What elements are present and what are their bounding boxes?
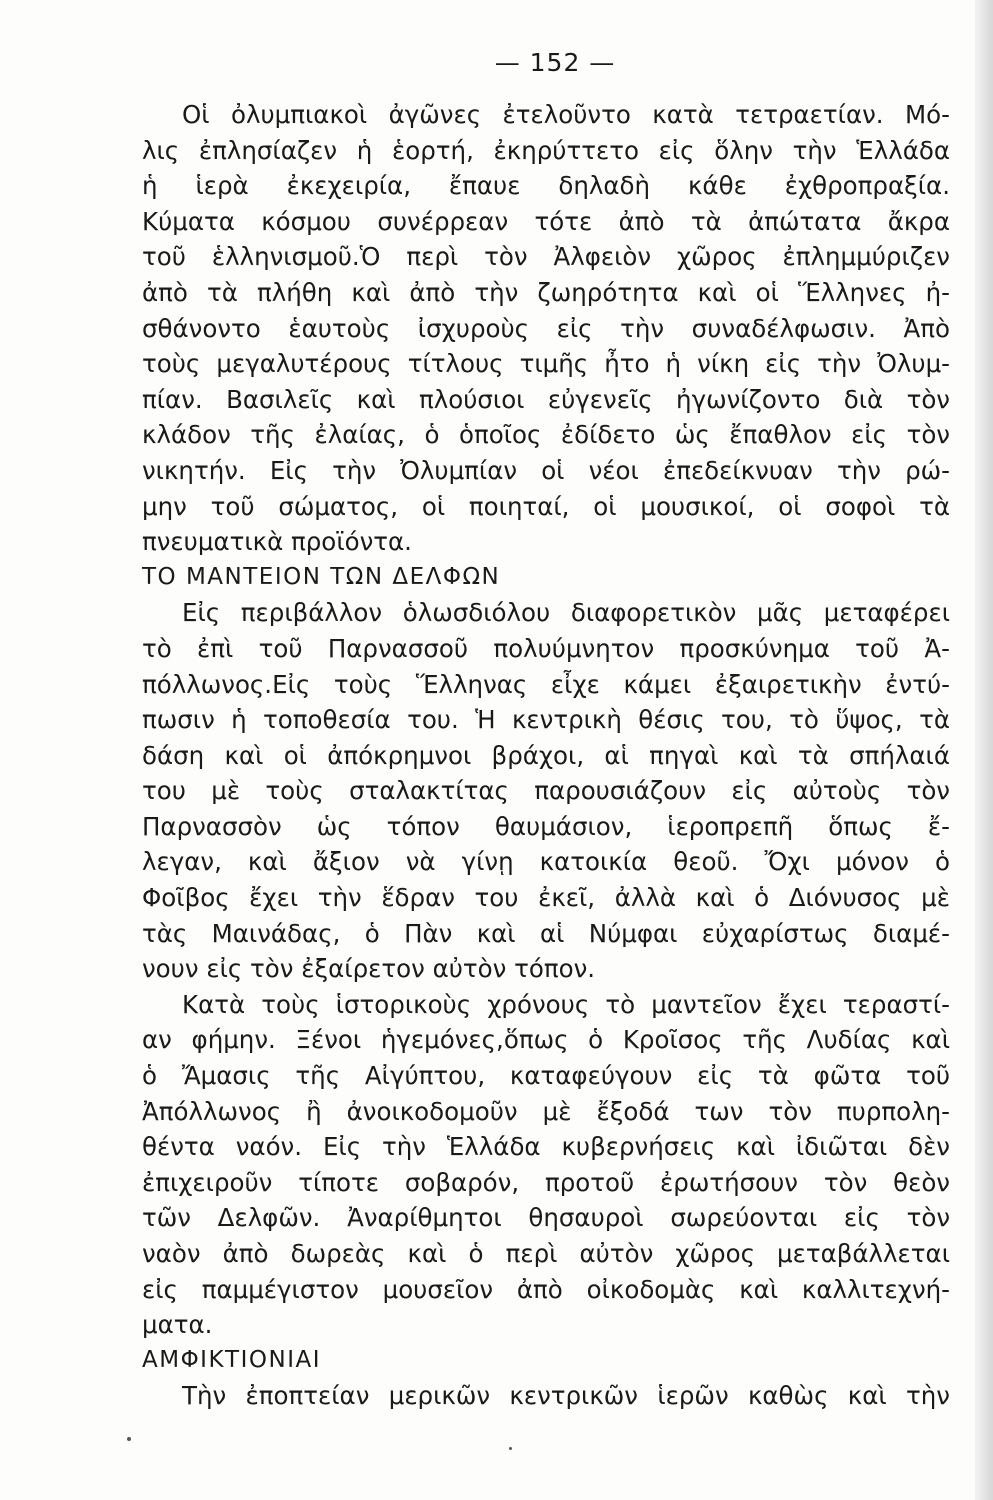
text-line: Ἀπόλλωνος ἢ ἀνοικοδομοῦν μὲ ἔξοδά των τὸν πυρπολη-	[142, 1096, 950, 1126]
text-line: νικητήν. Εἰς τὴν Ὀλυμπίαν οἱ νέοι ἐπεδείκνυαν τὴν ρώ-	[142, 455, 950, 485]
text-line: του μὲ τοὺς σταλακτίτας παρουσιάζουν εἰς αὐτοὺς τὸν	[142, 776, 950, 806]
text-line: Τὴν ἐποπτείαν μερικῶν κεντρικῶν ἱερῶν καθὼς καὶ τὴν	[182, 1381, 950, 1411]
scan-speck	[127, 1437, 131, 1441]
section-heading-delphi-oracle: ΤΟ ΜΑΝΤΕΙΟΝ ΤΩΝ ΔΕΛΦΩΝ	[142, 563, 501, 590]
text-line: λις ἐπλησίαζεν ἡ ἑορτή, ἐκηρύττετο εἰς ὅλην τὴν Ἑλλάδα	[142, 135, 950, 165]
text-line: μην τοῦ σώματος, οἱ ποιηταί, οἱ μουσικοί, οἱ σοφοὶ τὰ	[142, 491, 950, 521]
text-line: τὸ ἐπὶ τοῦ Παρνασσοῦ πολυύμνητον προσκύνημα τοῦ Ἀ-	[142, 633, 950, 663]
text-line: τῶν Δελφῶν. Ἀναρίθμητοι θησαυροὶ σωρεύονται εἰς τὸν	[142, 1203, 950, 1233]
text-line: νουν εἰς τὸν ἐξαίρετον αὐτὸν τόπον.	[142, 954, 596, 984]
text-line: πωσιν ἡ τοποθεσία του. Ἡ κεντρικὴ θέσις του, τὸ ὕψος, τὰ	[142, 705, 950, 735]
text-line: ἀπὸ τὰ πλήθη καὶ ἀπὸ τὴν ζωηρότητα καὶ οἱ Ἕλληνες ἠ-	[142, 277, 950, 307]
text-line: ἡ ἱερὰ ἐκεχειρία, ἔπαυε δηλαδὴ κάθε ἐχθροπραξία.	[142, 171, 950, 201]
text-line: Οἱ ὀλυμπιακοὶ ἀγῶνες ἐτελοῦντο κατὰ τετραετίαν. Μό-	[182, 100, 950, 129]
text-line: πνευματικὰ προϊόντα.	[142, 527, 412, 557]
text-line: σθάνοντο ἑαυτοὺς ἰσχυροὺς εἰς τὴν συναδέλφωσιν. Ἀπὸ	[142, 313, 950, 343]
scan-speck	[509, 1447, 512, 1450]
text-line: Παρνασσὸν ὡς τόπον θαυμάσιον, ἱεροπρεπῆ ὅπως ἔ-	[142, 811, 950, 841]
text-line: ναὸν ἀπὸ δωρεὰς καὶ ὁ περὶ αὐτὸν χῶρος μεταβάλλεται	[142, 1239, 950, 1268]
text-line: Κύματα κόσμου συνέρρεαν τότε ἀπὸ τὰ ἀπώτατα ἄκρα	[142, 206, 950, 236]
text-line: πόλλωνος.Εἰς τοὺς Ἕλληνας εἶχε κάμει ἐξαιρετικὴν ἐντύ-	[142, 669, 950, 699]
text-line: κλάδον τῆς ἐλαίας, ὁ ὁποῖος ἐδίδετο ὡς ἔπαθλον εἰς τὸν	[142, 420, 950, 450]
text-line: τοὺς μεγαλυτέρους τίτλους τιμῆς ἦτο ἡ νίκη εἰς τὴν Ὀλυμ-	[142, 349, 950, 379]
text-line: ματα.	[142, 1310, 213, 1340]
section-heading-amphictyonies: ΑΜΦΙΚΤΙΟΝΙΑΙ	[142, 1346, 321, 1373]
text-line: Κατὰ τοὺς ἱστορικοὺς χρόνους τὸ μαντεῖον ἔχει τεραστί-	[182, 989, 950, 1019]
text-line: δάση καὶ οἱ ἀπόκρημνοι βράχοι, αἱ πηγαὶ καὶ τὰ σπήλαιά	[142, 740, 950, 770]
text-line: τοῦ ἑλληνισμοῦ.Ὁ περὶ τὸν Ἀλφειὸν χῶρος ἐπλημμύριζεν	[142, 242, 950, 272]
text-line: εἰς παμμέγιστον μουσεῖον ἀπὸ οἰκοδομὰς καὶ καλλιτεχνή-	[142, 1274, 950, 1304]
text-line: Εἰς περιβάλλον ὁλωσδιόλου διαφορετικὸν μᾶς μεταφέρει	[182, 598, 950, 628]
text-line: λεγαν, καὶ ἄξιον νὰ γίνῃ κατοικία θεοῦ. Ὄχι μόνον ὁ	[142, 847, 950, 877]
page-edge-shadow	[975, 0, 993, 1500]
text-line: ἐπιχειροῦν τίποτε σοβαρόν, προτοῦ ἐρωτήσουν τὸν θεὸν	[142, 1167, 950, 1197]
page-body	[142, 97, 950, 1414]
text-line: ὁ Ἄμασις τῆς Αἰγύπτου, καταφεύγουν εἰς τὰ φῶτα τοῦ	[142, 1061, 950, 1091]
text-line: αν φήμην. Ξένοι ἡγεμόνες,ὅπως ὁ Κροῖσος τῆς Λυδίας καὶ	[142, 1025, 950, 1055]
page-number: — 152 —	[494, 48, 616, 77]
text-line: Φοῖβος ἔχει τὴν ἕδραν του ἐκεῖ, ἀλλὰ καὶ ὁ Διόνυσος μὲ	[142, 883, 950, 913]
text-line: πίαν. Βασιλεῖς καὶ πλούσιοι εὐγενεῖς ἠγωνίζοντο διὰ τὸν	[142, 384, 950, 414]
text-line: θέντα ναόν. Εἰς τὴν Ἑλλάδα κυβερνήσεις καὶ ἰδιῶται δὲν	[142, 1132, 950, 1162]
text-line: τὰς Μαινάδας, ὁ Πὰν καὶ αἱ Νύμφαι εὐχαρίστως διαμέ-	[142, 918, 950, 948]
